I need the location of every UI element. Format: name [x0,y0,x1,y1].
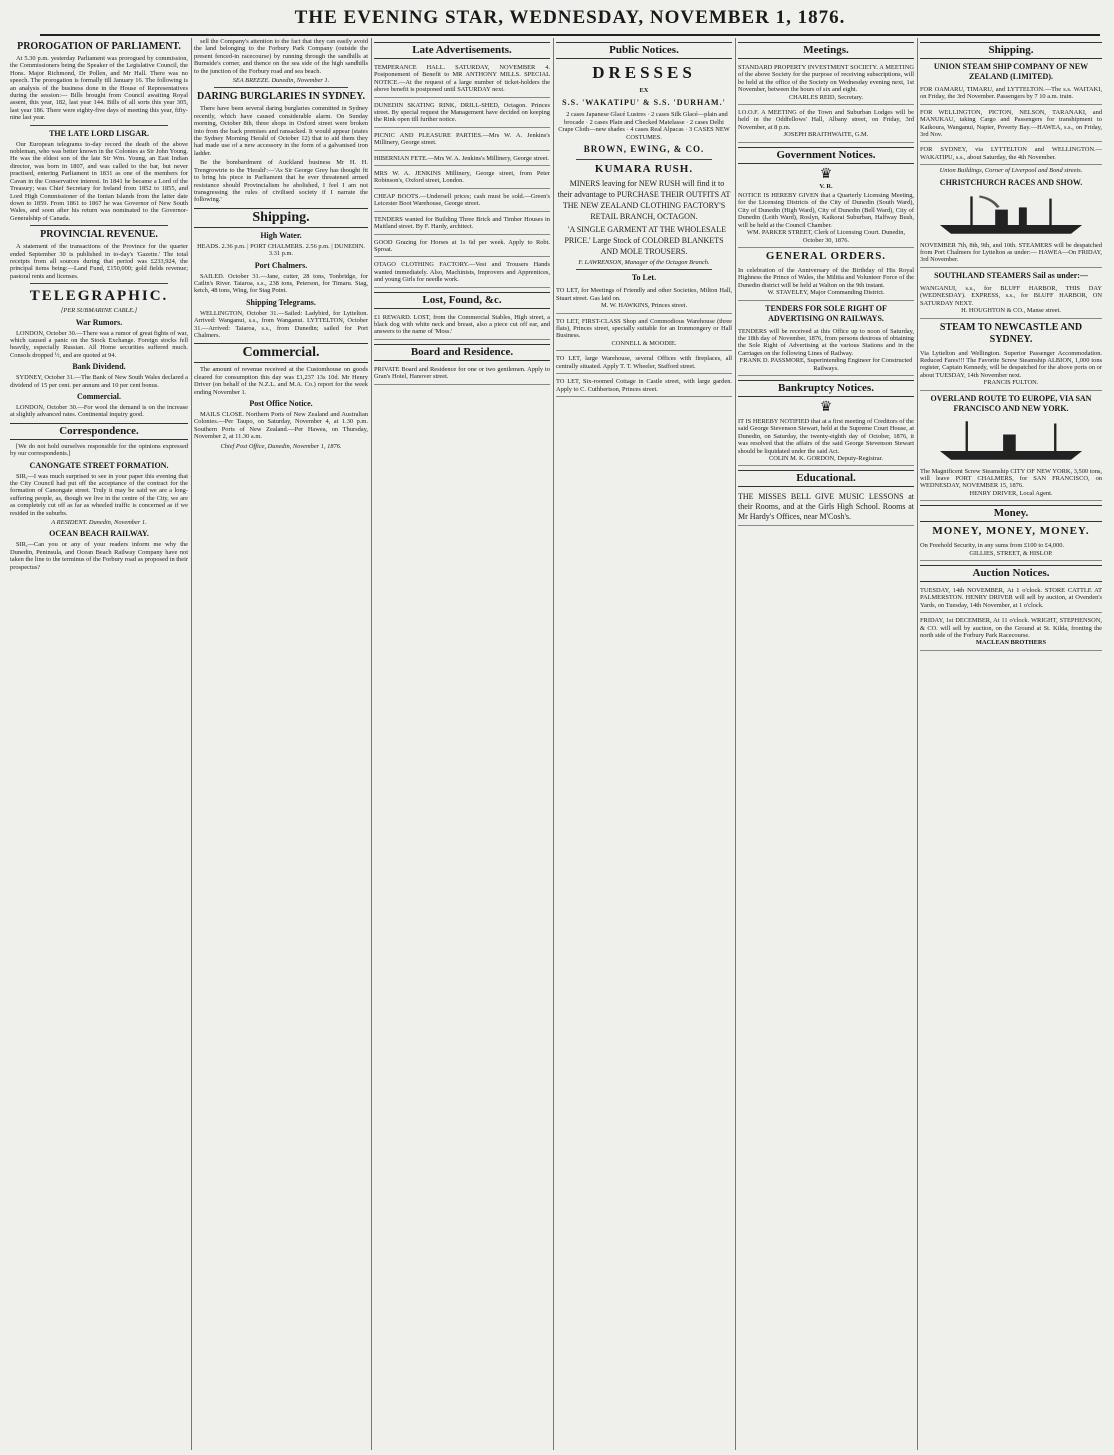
dresses-ships: S.S. 'WAKATIPU' & S.S. 'DURHAM.' [562,98,726,108]
ad-money-sign: GILLIES, STREET, & HISLOP. [969,549,1053,557]
royal-crest-icon: ♛ [819,166,833,182]
port-chalmers-list: SAILED. October 31.—Jane, cutter, 28 tons, Tonbridge, for Catlin's River. Taiaroa, s.s., 238 tons, Peterson, for Timaru. Stag, ketch, 48 tons, Wing, for Stag Point. [194,272,368,295]
ad-warehouse: TO LET, large Warehouse, several Offices with fireplaces, all centrally situated. Apply T. T. Wheeler, Stafford street. [556,353,732,374]
ad-st-kilda-sign: MACLEAN BROTHERS [975,639,1047,647]
section-educational: Educational. [738,470,914,487]
ad-newcastle-sign: FRANCIS FULTON. [983,379,1039,387]
ad-tenders: TENDERS wanted for Building Three Brick and Timber Houses in Maitland street. By F. Hardy, architect. [374,214,550,235]
ad-ioof-sign: JOSEPH BRAITHWAITE, G.M. [783,131,869,139]
southland-title: SOUTHLAND STEAMERS Sail as under:— [934,270,1088,280]
ad-first-class-shop: TO LET, FIRST-CLASS Shop and Commodious Warehouse (three flats), Princes street, specially suitable for an Ironmongery or Hall Business. CONNELL & MOODIE. [556,316,732,352]
ad-standard-property: STANDARD PROPERTY INVESTMENT SOCIETY. A MEETING of the above Society for the purpose of receiving subscriptions, will be held at the office of the Society on Wednesday evening next, 1st November, between the hours of six and eight. CHARLES REID, Secretary. [738,62,914,105]
steamship-icon-2 [932,418,1090,462]
dresses-firm: BROWN, EWING, & CO. [583,144,705,155]
section-board: Board and Residence. [374,344,550,361]
letter-ocean-beach: SIR,—Can you or any of your readers inform me why the Dunedin, Peninsula, and Ocean Beach Railway Company have not taken the line to the terminus of the Forbury road as proposed in their prospectus? [10,541,188,571]
headline-provincial-revenue: PROVINCIAL REVENUE. [40,229,158,241]
ad-milton-hall: TO LET, for Meetings of Friendly and other Societies, Milton Hall, Stuart street. Gas laid on. M. W. HAWKINS, Princes street. [556,285,732,313]
kumara-sign: F. LAWRENSON, Manager of the Octagon Branch. [578,259,710,267]
headline-port-chalmers: Port Chalmers. [254,260,308,270]
dresses-items: 2 cases Japanese Glacé Lustres · 2 cases Silk Glacé—plain and brocade · 2 cases Plain and Checked Matelasse · 2 cases Delhi Crape Cloth—new shades · 4 cases Real Alpacas · 3 CASES NEW COSTUMES. [558,111,730,141]
headline-war-rumors: War Rumors. [75,317,123,327]
money-title: MONEY, MONEY, MONEY. [932,525,1090,538]
section-shipping: Shipping. [194,208,368,228]
letter-canongate: SIR,—I was much surprised to see in your paper this evening that the City Council had put off the acceptance of the contract for the formation of Canongate street. Truly it may be said we are a long-suffering people, as, though we live in the centre of the City, we are as completely cut off as far as wheeled traffic is concerned as if we resided in the suburbs. [10,472,188,517]
ad-standard-property-sign: CHARLES REID, Secretary. [788,93,864,101]
tenders-title: TENDERS FOR SOLE RIGHT OF ADVERTISING ON RAILWAYS. [765,303,887,323]
dresses-title: DRESSES [592,63,696,82]
ad-overland: The Magnificent Screw Steamship CITY OF NEW YORK, 3,500 tons, will leave PORT CHALMERS, for SAN FRANCISCO, on WEDNESDAY, NOVEMBER 15, 1876. HENRY DRIVER, Local Agent. [920,466,1102,502]
kumara-body-2: 'A SINGLE GARMENT AT THE WHOLESALE PRICE.' Large Stock of COLORED BLANKETS AND MOLE TROUSERS. [564,225,726,257]
ad-christchurch: NOVEMBER 7th, 8th, 9th, and 10th. STEAMERS will be despatched from Port Chalmers for Lyttelton as under:— HAWEA—On FRIDAY, 3rd November. [920,240,1102,268]
ad-tenders-railways: TENDERS will be received at this Office up to noon of Saturday, the 18th day of November, 1876, from persons desirous of obtaining the Sole Right of Advertising at the various Stations and in the Carriages on the following Lines of Railway. FRANK D. PASSMORE, Superintending Engineer for Constructed Railways. [738,326,914,376]
section-late-ads: Late Advertisements. [374,42,550,59]
shipping-telegrams: WELLINGTON, October 31.—Sailed: Ladybird, for Lyttelton. Arrived: Wanganui, s.s., from Wanganui. LYTTELTON, October 31.—Arrived: Taiaroa, s.s., from Dunedin; sailed for Port Chalmers. [194,309,368,339]
section-commercial: Commercial. [194,343,368,363]
newcastle-title: STEAM TO NEWCASTLE AND SYDNEY. [939,321,1083,345]
general-orders-title: GENERAL ORDERS. [765,249,887,262]
overland-title: OVERLAND ROUTE TO EUROPE, VIA SAN FRANCISCO AND NEW YORK. [930,393,1092,413]
ad-general-orders-sign: W. STAVELEY, Major Commanding District. [767,289,885,297]
ad-hawea: FOR WELLINGTON, PICTON, NELSON, TARANAKI, and MANUKAU, taking Cargo and Passengers for transhipment to Kaikoura, Wanganui, Napier, Poverty Bay.—HAWEA, s.s., on Friday, 3rd Nov. [920,107,1102,143]
article-commercial-telegram: LONDON, October 30.—For wool the demand is on the increase at slightly advanced rates. Continental inquiry good. [10,404,188,419]
section-public-notices: Public Notices. [556,42,732,59]
ad-licensing-sign: WM. PARKER STREET, Clerk of Licensing Court. Dunedin, October 30, 1876. [746,229,906,244]
steamship-icon [932,192,1090,236]
article-lord-lisgar: Our European telegrams to-day record the death of the above nobleman, who was better known in the Colonies as Sir John Young. He was the eldest son of the late Sir Wm. Young, an East Indian director, was born in 1807, and was called to the bar, but never practised, entering Parliament in 1831 as one of the members for Cavan in the Conservative interest. In 1841 he became a Lord of the Treasury; was Chief Secretary for Ireland from 1852 to 1855, and Lord High Commissioner of the Ionian Islands from the latter date down to 1859. From 1861 to 1867 he was Governor of New South Wales, and soon after his return was nominated to the Governor-Generalship of Canada. [10,140,188,222]
post-office-notice: MAILS CLOSE. Northern Ports of New Zealand and Australian Colonies.—Per Taupo, on Saturday, November 4, at 1.30 p.m. Southern Ports of New Zealand.—Per Hawea, on Thursday, November 2, at 11.30 a.m. [194,411,368,441]
section-meetings: Meetings. [738,42,914,59]
ad-store-cattle: TUESDAY, 14th NOVEMBER, At 1 o'clock. STORE CATTLE AT PALMERSTON. HENRY DRIVER will sell by auction, at Ovenden's Yards, on Tuesday, 14th November, at 1 o'clock. [920,585,1102,613]
ad-wakatipu: FOR SYDNEY, via LYTTELTON and WELLINGTON.—WAKATIPU, s.s., about Saturday, the 4th November. [920,144,1102,165]
ad-grazing: GOOD Grazing for Horses at 1s 6d per week. Apply to Robt. Sproat. [374,237,550,258]
column-6 [920,38,1102,1450]
column-1 [10,38,188,1450]
article-bombardment: Be the bombardment of Auckland business Mr H. H. Trengrowtrie to the 'Herald':—'As Sir George Grey has thought fit to bring his piece in Parliament that he ever threatened armed resistance should Provincialism be abolished, I feel I am not transgressing the rules of civilised society if I narrate the following.' [194,159,368,204]
section-lost-found: Lost, Found, &c. [374,292,550,309]
letter-ocean-beach-cont: sell the Company's attention to the fact that they can easily avoid the land belonging to the Forbury Park Company (outside the present fenced-in racecourse) by running through the sandhills at Burnside's corner, and thence on the sea side of the high sandhills to the junction of the Forbury road and sea beach. [194,38,368,75]
letter-canongate-sign: A RESIDENT. Dunedin, November 1. [51,519,147,527]
section-correspondence: Correspondence. [10,423,188,440]
ad-cottage: TO LET, Six-roomed Cottage in Castle street, with large garden. Apply to C. Cuthbertson, Princes street. [556,376,732,397]
ad-reward: £1 REWARD. LOST, from the Commercial Stables, High street, a black dog with white neck and breast, also a piece cut off ear, and answers to the name of 'Moss.' [374,312,550,340]
to-let-heading: To Let. [631,273,657,283]
ad-misses-bell: THE MISSES BELL GIVE MUSIC LESSONS at their Rooms, and at the Girls High School. Rooms at Mr Hardy's Offices, near M'Cosh's. [738,490,914,526]
ad-skating-rink: DUNEDIN SKATING RINK, DRILL-SHED, Octagon. Princes street. By special request the Management have decided on keeping the Rink open till further notice. [374,100,550,128]
ad-bankruptcy: IT IS HEREBY NOTIFIED that at a first meeting of Creditors of the said George Stevenson Stewart, held at the Supreme Court House, at Dunedin, on Saturday, the twenty-eighth day of October, 1876, it was resolved that the affairs of the said George Stevenson Stewart should be liquidated under the said Act. COLIN M. K. GORDON, Deputy-Registrar. [738,416,914,466]
headline-commercial-telegram: Commercial. [76,392,122,401]
court-crest-icon: ♛ [819,399,833,415]
ad-cheap-boots: CHEAP BOOTS.—Undersell prices; cash must be sold.—Green's Leicester Boot Warehouse, George street. [374,191,550,212]
columns [10,38,1106,1450]
article-bank-dividend: SYDNEY, October 31.—The Bank of New South Wales declared a dividend of 15 per cent. per annum and 10 per cent bonus. [10,374,188,389]
headline-post-office: Post Office Notice. [249,399,313,408]
headline-prorogation: PROROGATION OF PARLIAMENT. [17,41,181,52]
ad-bankruptcy-sign: COLIN M. K. GORDON, Deputy-Registrar. [769,455,883,462]
kumara-body: MINERS leaving for NEW RUSH will find it to their advantage to PURCHASE THEIR OUTFITS AT THE NEW ZEALAND CLOTHING FACTORY'S RETAIL BRANCH, OCTAGON. [557,179,731,222]
letter-sign: SEA BREEZE. Dunedin, November 1. [232,77,330,85]
section-money: Money. [920,505,1102,522]
ad-st-kilda: FRIDAY, 1st DECEMBER, At 11 o'clock. WRIGHT, STEPHENSON, & CO. will sell by auction, on the Ground at St. Kilda, fronting the north side of the Forbury Park Racecourse. MACLEAN BROTHERS [920,615,1102,651]
correspondence-disclaimer: [We do not hold ourselves responsible for the opinions expressed by our correspondents.] [10,442,188,458]
ad-southland: WANGANUI, s.s., for BLUFF HARBOR, THIS DAY (WEDNESDAY). EXPRESS, s.s., for BLUFF HARBOR, ON SATURDAY NEXT. H. HOUGHTON & CO., Manse street. [920,283,1102,319]
vr-mark: V. R. [819,182,833,190]
section-auction: Auction Notices. [920,565,1102,582]
ad-milton-hall-sign: M. W. HAWKINS, Princes street. [600,302,688,310]
ad-ioof: I.O.O.F. A MEETING of the Town and Suburban Lodges will be held in the Oddfellows' Hall, Albany street, on Friday, 3rd November, at 8 p.m. JOSEPH BRAITHWAITE, G.M. [738,107,914,143]
ad-clothing-factory: OTAGO CLOTHING FACTORY.—Vest and Trousers Hands wanted immediately. Also, Machinists, Improvers and Apprentices, and young Girls for needle work. [374,259,550,287]
ad-newcastle: Via Lyttelton and Wellington. Superior Passenger Accommodation. Reduced Fares!!! The Favorite Screw Steamship ALBION, 1,000 tons register, Captain Kennedy, will be despatched for the above ports on or about TUESDAY, 14th November next. FRANCIS FULTON. [920,348,1102,391]
ad-jenkins: MRS W. A. JENKINS Millinery, George street, from Peter Robinson's, Oxford street, London. [374,168,550,189]
ad-tenders-sign: FRANK D. PASSMORE, Superintending Engineer for Constructed Railways. [739,357,913,372]
ad-southland-sign: H. HOUGHTON & CO., Manse street. [961,307,1061,315]
masthead: THE EVENING STAR, WEDNESDAY, NOVEMBER 1, 1876. [40,4,1100,36]
ad-overland-sign: HENRY DRIVER, Local Agent. [969,489,1053,497]
headline-burglaries: DARING BURGLARIES IN SYDNEY. [197,91,365,103]
column-5 [738,38,914,1450]
ad-licensing: NOTICE IS HEREBY GIVEN that a Quarterly Licensing Meeting, for the Licensing Districts of the City of Dunedin (South Ward), City of Dunedin (High Ward), City of Dunedin (Bell Ward), City of Dunedin (Leith Ward), Roslyn, Kaikorai Suburban, Halfway Bush, will be held at the Council Chamber. WM. PARKER STREET, Clerk of Licensing Court. Dunedin, October 30, 1876. [738,190,914,248]
article-prorogation: At 5.30 p.m. yesterday Parliament was prorogued by commission, the Commissioners being the Speaker of the Legislative Council, the Hons. Major Richmond, Dr Pollen, and Mr Hall. There was no speech. The prorogation is formally till January 16. The following is an analysis of the business done in the House of Representatives during the session:— Bills brought from Council awaiting Royal assent, this year, 182, last year 144. Bills of all sorts this year 305, last year 186. There were eighty-five days of meeting this year, fifty-nine last year. [10,55,188,122]
kumara-title: KUMARA RUSH. [594,163,694,176]
union-steam-title: UNION STEAM SHIP COMPANY OF NEW ZEALAND (LIMITED). [933,62,1089,81]
christchurch-title: CHRISTCHURCH RACES AND SHOW. [939,177,1083,187]
section-bankruptcy: Bankruptcy Notices. [738,380,914,397]
commercial-report: The amount of revenue received at the Customhouse on goods cleared for consumption this day was £1,237 13s 10d. Mr Henry Driver (on behalf of the N.Z.L. and M.A. Co.) report for the week ending November 1. [194,366,368,396]
post-office-sign: Chief Post Office, Dunedin, November 1, 1876. [220,442,342,450]
high-water-heading: High Water. [260,230,302,240]
headline-telegraphic: TELEGRAPHIC. [29,288,169,305]
column-2 [194,38,368,1450]
telegraphic-subhead: [PER SUBMARINE CABLE.] [60,307,138,315]
ad-first-class-shop-sign: CONNELL & MOODIE. [611,339,677,347]
union-office: Union Buildings, Corner of Liverpool and Bond streets. [939,167,1083,175]
column-4 [556,38,732,1450]
ad-money: On Freehold Security, in any sums from £100 to £4,000. GILLIES, STREET, & HISLOP. [920,540,1102,561]
column-3 [374,38,550,1450]
article-war-rumors: LONDON, October 30.—There was a rumor of great fights of war, which caused a panic on the Stock Exchange. Foreign stocks fell heavily, especially Russian. All Home securities suffered much. Consols dropped ½, and are quoted at 94. [10,329,188,359]
ad-waitaki: FOR OAMARU, TIMARU, and LYTTELTON.—The s.s. WAITAKI, on Friday, the 3rd November. Passengers by 7 10 a.m. train. [920,84,1102,105]
headline-shipping-telegrams: Shipping Telegrams. [246,297,316,307]
section-government: Government Notices. [738,147,914,164]
ad-general-orders: In celebration of the Anniversary of the Birthday of His Royal Highness the Prince of Wales, the Militia and Volunteer Force of the Dunedin district will be held at Walton on the 9th instant. W. STAVELEY, Major Commanding District. [738,265,914,301]
headline-canongate: CANONGATE STREET FORMATION. [29,460,169,470]
section-shipping-ads: Shipping. [920,42,1102,59]
article-burglaries: There have been several daring burglaries committed in Sydney recently, which have caused considerable alarm. On Sunday morning, October 8th, three shops in Oxford street were broken into from the back premises and ransacked. It would appear (states the Sydney Morning Herald of October 12) that to aid them they had made use of a new accessory in the form of a galvanised iron ladder. [194,105,368,157]
ad-temperance-hall: TEMPERANCE HALL. SATURDAY, NOVEMBER 4. Postponement of Benefit to MR ANTHONY MILLS. SPECIAL NOTICE.—At the request of a large number of ticket-holders the above benefit is postponed until SATURDAY next. [374,62,550,98]
headline-bank-dividend: Bank Dividend. [72,362,126,372]
ad-board: PRIVATE Board and Residence for one or two gentlemen. Apply to Gran's Hotel, Hanover street. [374,364,550,385]
tide-table: HEADS. 2.36 p.m. | PORT CHALMERS. 2.56 p.m. | DUNEDIN. 3.31 p.m. [197,242,365,258]
dresses-ex: EX [639,87,649,94]
headline-ocean-beach: OCEAN BEACH RAILWAY. [49,529,149,539]
ad-hibernian: HIBERNIAN FETE.—Mrs W. A. Jenkins's Millinery, George street. [374,153,550,166]
article-provincial-revenue: A statement of the transactions of the Province for the quarter ended September 30 is published in to-day's 'Gazette.' The total receipts from all sources during that period was £233,924, the principal items being:—Land Fund, £150,000; gold fields revenue; pastoral rents and licenses. [10,243,188,280]
headline-lord-lisgar: THE LATE LORD LISGAR. [49,128,149,138]
ad-picnic: PICNIC AND PLEASURE PARTIES.—Mrs W. A. Jenkins's Millinery, George street. [374,130,550,151]
